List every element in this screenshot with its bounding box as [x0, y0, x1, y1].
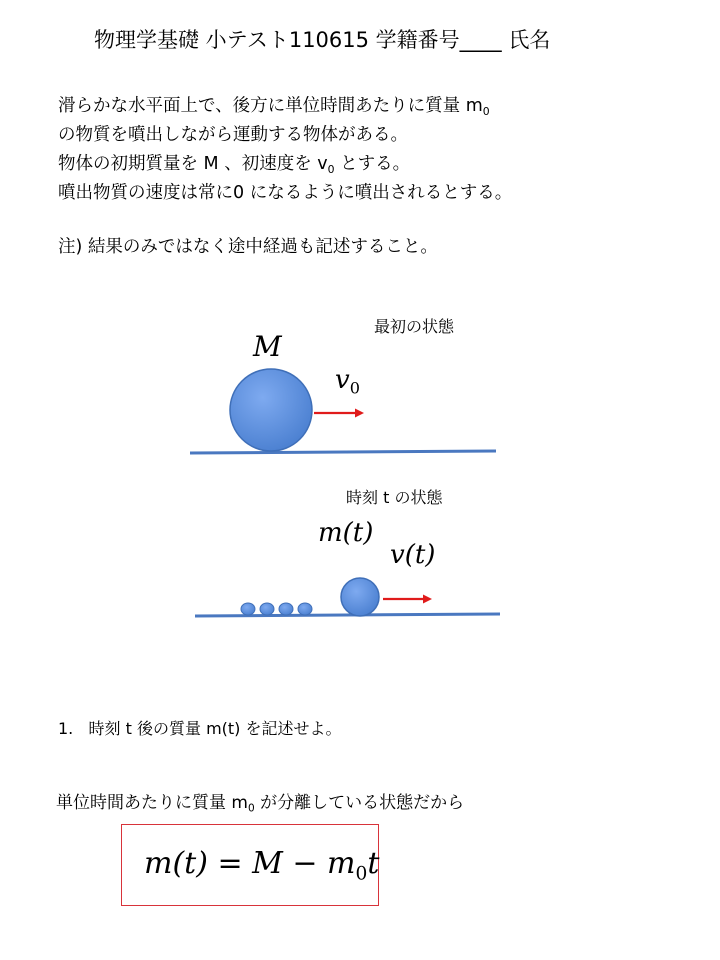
problem-line-3-tail: とする。 — [334, 154, 411, 174]
ejected-mass — [241, 603, 255, 615]
subscript: 0 — [247, 802, 255, 815]
velocity-label-vt: v(t) — [390, 540, 436, 570]
subscript: 0 — [355, 863, 368, 885]
question-1 — [58, 716, 342, 739]
ejected-mass — [260, 603, 274, 615]
subscript: 0 — [482, 104, 490, 118]
question-text: 時刻 t 後の質量 m(t) を記述せよ。 — [88, 719, 342, 738]
answer-lhs: m(t) = M − m — [144, 846, 356, 881]
velocity-label-v0 — [335, 365, 360, 398]
velocity-symbol: v — [335, 365, 350, 395]
velocity-arrowhead-later — [423, 595, 432, 604]
problem-line-1-text: 滑らかな水平面上で、後方に単位時間あたりに質量 m — [58, 96, 483, 116]
reasoning-text-a: 単位時間あたりに質量 m — [56, 793, 248, 813]
answer-formula — [144, 846, 380, 885]
problem-line-3-text: 物体の初期質量を M 、初速度を v — [58, 154, 328, 174]
floor-line-initial — [190, 451, 496, 453]
page-title: 物理学基礎 小テスト110615 学籍番号____ 氏名 — [94, 28, 551, 52]
subscript: 0 — [349, 378, 360, 398]
body-later — [341, 578, 379, 616]
instruction-note: 注) 結果のみではなく途中経過も記述すること。 — [58, 237, 438, 257]
problem-line-2: の物質を噴出しながら運動する物体がある。 — [58, 125, 408, 145]
floor-line-later — [195, 614, 500, 616]
body-initial — [230, 369, 312, 451]
ejected-mass — [298, 603, 312, 615]
subscript: 0 — [327, 162, 335, 176]
mass-label-mt: m(t) — [318, 518, 374, 548]
problem-line-4: 噴出物質の速度は常に0 になるように噴出されるとする。 — [58, 183, 513, 203]
mass-label-M: M — [253, 330, 282, 363]
ejected-mass-group — [241, 603, 312, 615]
reasoning-text-b: が分離している状態だから — [254, 793, 465, 813]
answer-rhs: t — [367, 846, 380, 881]
ejected-mass — [279, 603, 293, 615]
velocity-arrowhead-initial — [355, 409, 364, 418]
caption-later-state: 時刻 t の状態 — [346, 488, 443, 507]
reasoning-text — [56, 788, 464, 813]
question-number: 1. — [58, 719, 74, 738]
caption-initial-state: 最初の状態 — [374, 317, 455, 336]
